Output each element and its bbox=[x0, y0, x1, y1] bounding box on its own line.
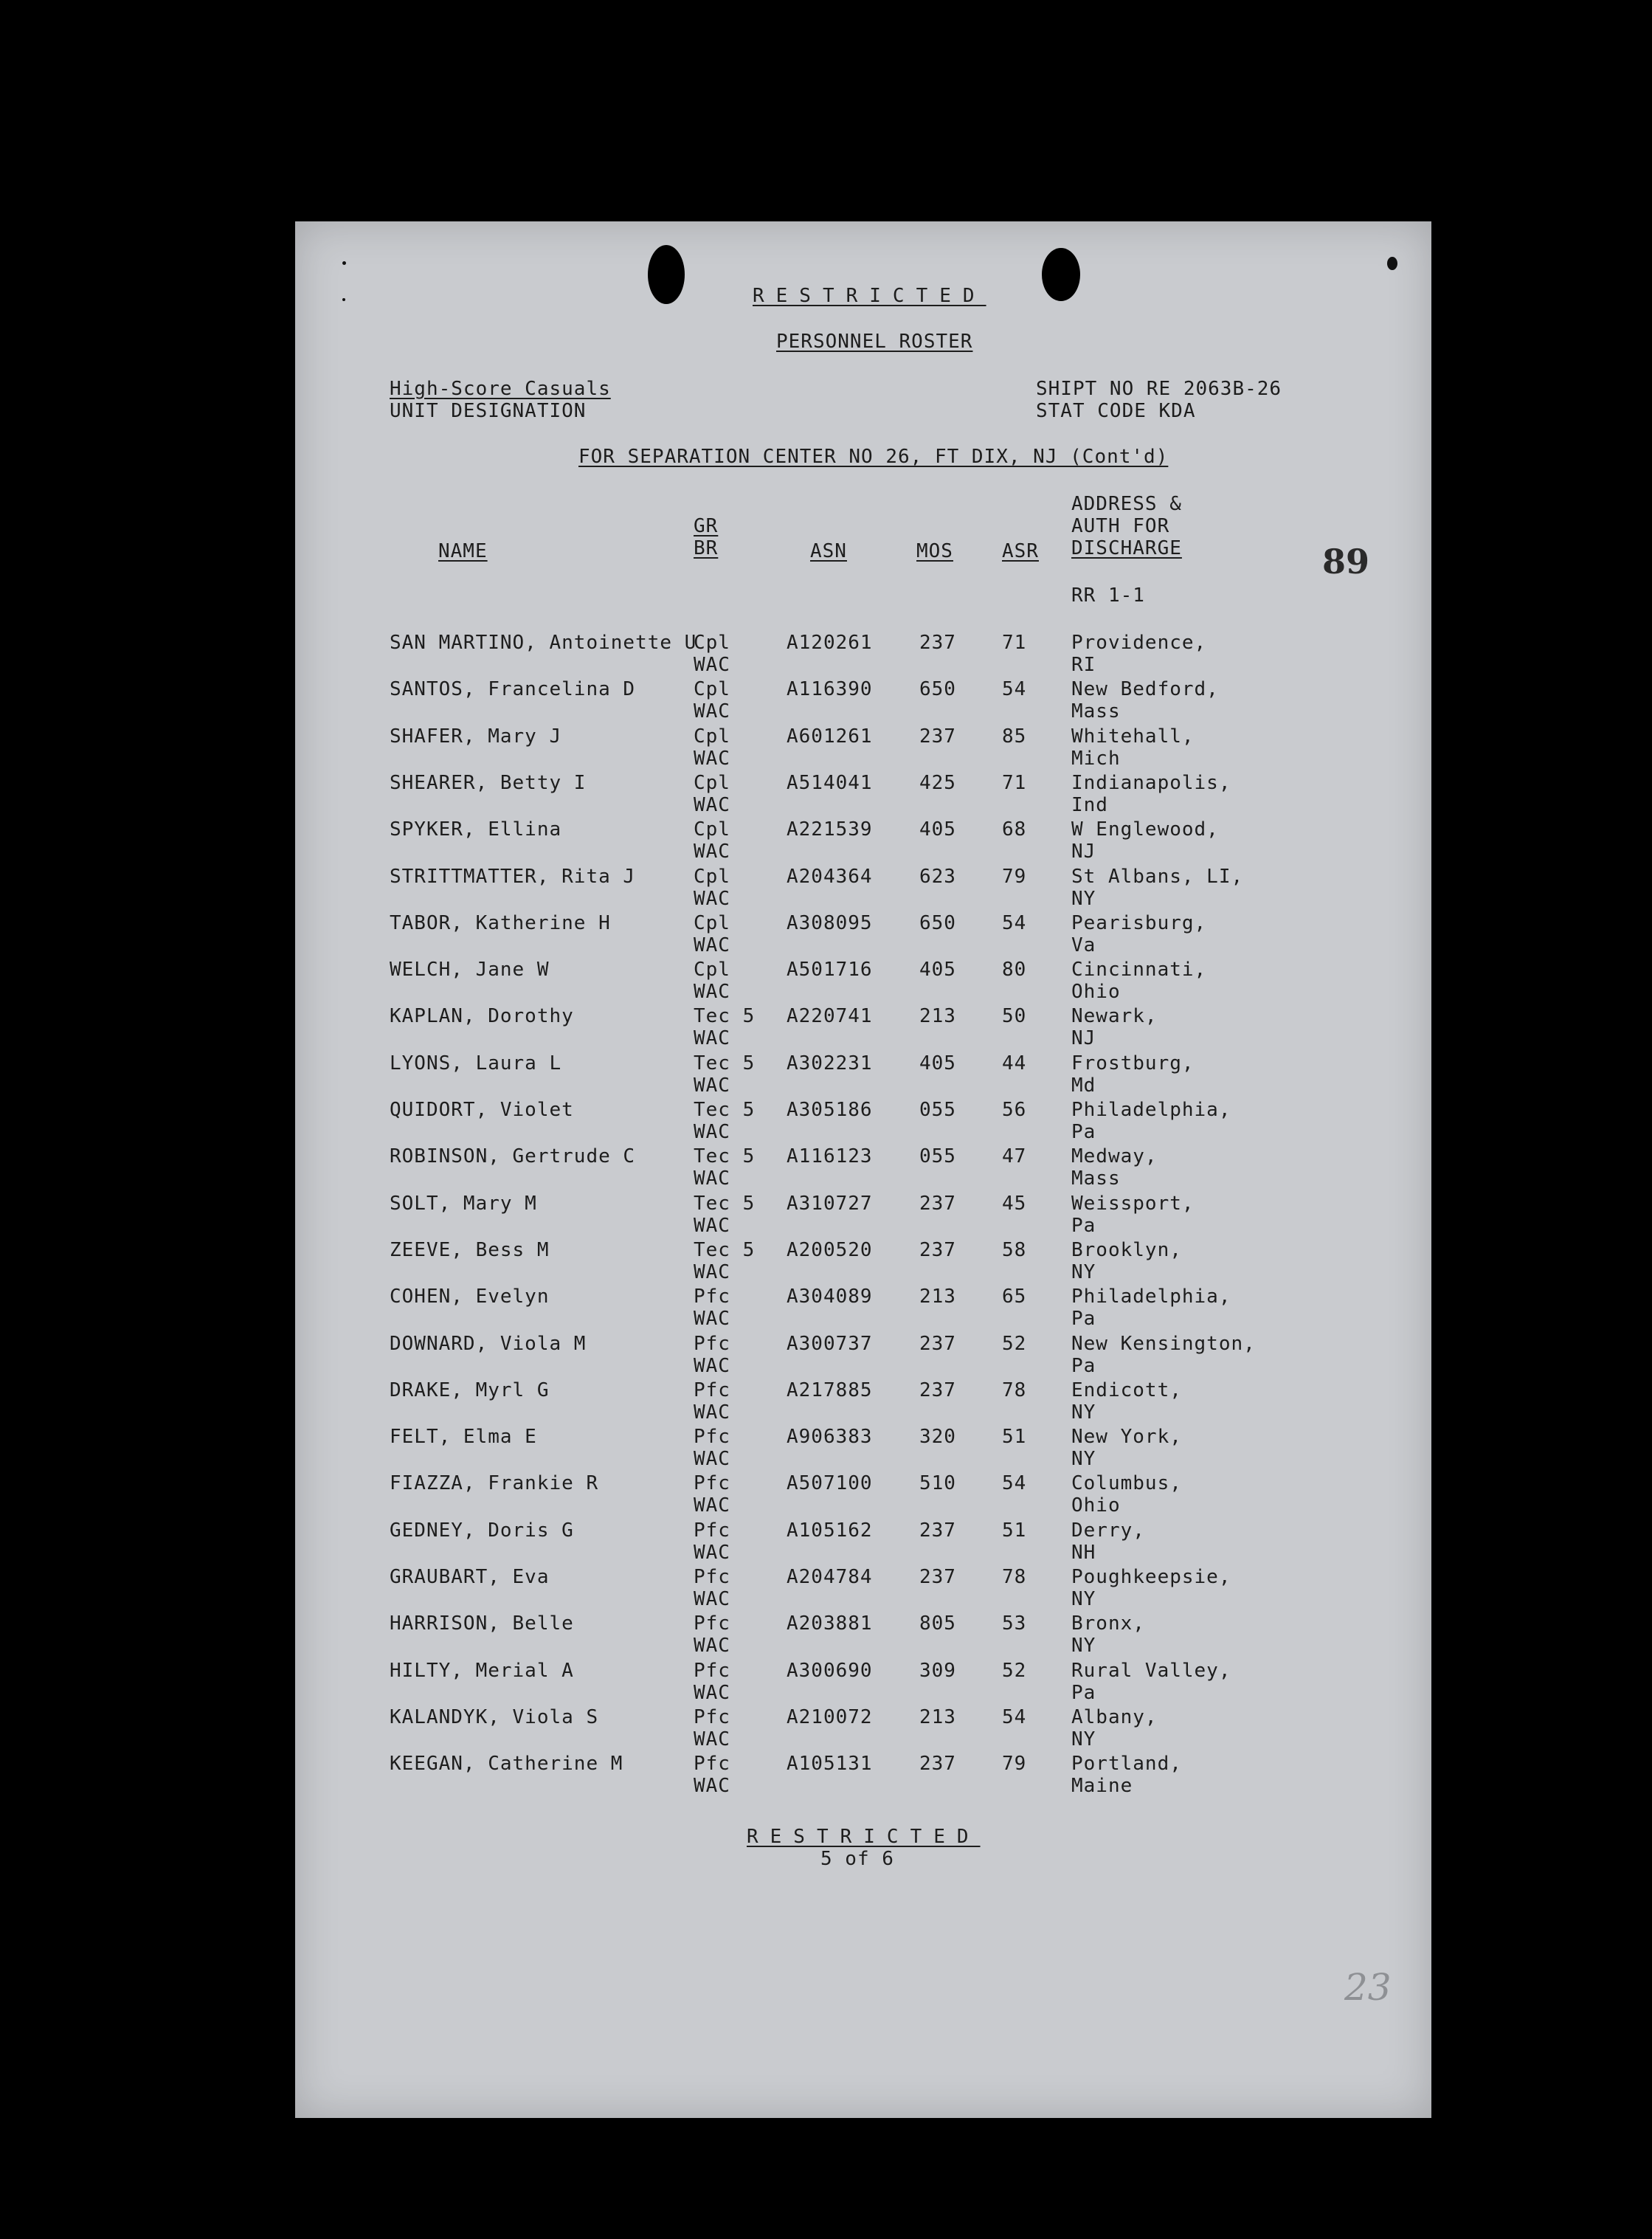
header-asr: ASR bbox=[1002, 540, 1039, 562]
row-asr: 44 bbox=[1002, 1052, 1027, 1074]
row-name: COHEN, Evelyn bbox=[390, 1286, 550, 1308]
header-br: BR bbox=[694, 537, 719, 559]
row-name: ROBINSON, Gertrude C bbox=[390, 1145, 636, 1168]
row-name: TABOR, Katherine H bbox=[390, 911, 611, 934]
row-branch: WAC bbox=[694, 841, 730, 863]
row-asr: 51 bbox=[1002, 1519, 1027, 1542]
row-city: Philadelphia, bbox=[1071, 1286, 1231, 1308]
row-grade: Cpl bbox=[694, 911, 730, 934]
table-row bbox=[295, 678, 1431, 725]
row-grade: Tec 5 bbox=[694, 1052, 756, 1074]
row-grade: Cpl bbox=[694, 632, 730, 654]
header-gr: GR bbox=[694, 515, 719, 537]
row-grade: Cpl bbox=[694, 725, 730, 748]
row-mos: 405 bbox=[919, 818, 956, 841]
unit-label: UNIT DESIGNATION bbox=[390, 400, 587, 422]
row-grade: Tec 5 bbox=[694, 1005, 756, 1028]
row-state: Md bbox=[1071, 1074, 1096, 1097]
row-asr: 68 bbox=[1002, 818, 1027, 841]
row-asr: 78 bbox=[1002, 1566, 1027, 1588]
row-branch: WAC bbox=[694, 1401, 730, 1424]
row-city: Albany, bbox=[1071, 1705, 1158, 1728]
row-branch: WAC bbox=[694, 1074, 730, 1097]
row-branch: WAC bbox=[694, 793, 730, 816]
row-city: Derry, bbox=[1071, 1519, 1145, 1542]
row-state: NY bbox=[1071, 1260, 1096, 1283]
row-asr: 47 bbox=[1002, 1145, 1027, 1168]
row-asn: A105131 bbox=[787, 1753, 873, 1776]
row-asn: A116123 bbox=[787, 1145, 873, 1168]
row-mos: 213 bbox=[919, 1705, 956, 1728]
row-city: Rural Valley, bbox=[1071, 1659, 1231, 1682]
row-asn: A300690 bbox=[787, 1659, 873, 1682]
row-city: Endicott, bbox=[1071, 1379, 1182, 1401]
table-row bbox=[295, 1753, 1431, 1800]
row-asr: 54 bbox=[1002, 1472, 1027, 1495]
row-branch: WAC bbox=[694, 1635, 730, 1657]
table-row bbox=[295, 1099, 1431, 1146]
row-branch: WAC bbox=[694, 1588, 730, 1610]
table-row bbox=[295, 1566, 1431, 1613]
table-row bbox=[295, 1239, 1431, 1286]
row-city: New Bedford, bbox=[1071, 678, 1219, 701]
classification-top: RESTRICTED bbox=[753, 285, 986, 307]
row-asn: A217885 bbox=[787, 1379, 873, 1401]
row-city: Bronx, bbox=[1071, 1612, 1145, 1635]
row-mos: 237 bbox=[919, 1519, 956, 1542]
header-address-2: AUTH FOR bbox=[1071, 515, 1170, 537]
row-state: NY bbox=[1071, 1448, 1096, 1471]
row-grade: Cpl bbox=[694, 865, 730, 888]
row-mos: 237 bbox=[919, 725, 956, 748]
row-name: WELCH, Jane W bbox=[390, 959, 550, 981]
destination-line: FOR SEPARATION CENTER NO 26, FT DIX, NJ (Cont'd) bbox=[578, 446, 1169, 468]
row-asn: A507100 bbox=[787, 1472, 873, 1495]
row-grade: Pfc bbox=[694, 1379, 730, 1401]
row-grade: Pfc bbox=[694, 1332, 730, 1355]
table-row bbox=[295, 1379, 1431, 1426]
row-state: Ohio bbox=[1071, 1494, 1121, 1517]
table-row bbox=[295, 1333, 1431, 1380]
row-state: Va bbox=[1071, 934, 1096, 956]
row-name: HILTY, Merial A bbox=[390, 1659, 574, 1682]
handwritten-page-number: 89 bbox=[1322, 542, 1370, 582]
header-authority: RR 1-1 bbox=[1071, 584, 1145, 607]
classification-bottom: RESTRICTED bbox=[747, 1826, 981, 1848]
row-branch: WAC bbox=[694, 747, 730, 770]
row-state: NY bbox=[1071, 887, 1096, 910]
row-city: Brooklyn, bbox=[1071, 1238, 1182, 1261]
row-asn: A203881 bbox=[787, 1612, 873, 1635]
row-grade: Pfc bbox=[694, 1286, 730, 1308]
row-asn: A221539 bbox=[787, 818, 873, 841]
row-mos: 320 bbox=[919, 1426, 956, 1449]
row-branch: WAC bbox=[694, 1121, 730, 1143]
row-mos: 805 bbox=[919, 1612, 956, 1635]
pencil-mark: 23 bbox=[1344, 1966, 1392, 2009]
row-mos: 237 bbox=[919, 1753, 956, 1776]
table-row bbox=[295, 1286, 1431, 1333]
row-grade: Cpl bbox=[694, 959, 730, 981]
table-row bbox=[295, 1005, 1431, 1052]
table-row bbox=[295, 1706, 1431, 1753]
row-mos: 425 bbox=[919, 771, 956, 794]
row-grade: Tec 5 bbox=[694, 1192, 756, 1215]
row-name: SAN MARTINO, Antoinette U bbox=[390, 632, 697, 654]
speck bbox=[342, 298, 345, 301]
row-asn: A220741 bbox=[787, 1005, 873, 1028]
row-city: New York, bbox=[1071, 1426, 1182, 1449]
row-asr: 45 bbox=[1002, 1192, 1027, 1215]
row-asn: A302231 bbox=[787, 1052, 873, 1074]
row-name: SHEARER, Betty I bbox=[390, 771, 587, 794]
header-address-3: DISCHARGE bbox=[1071, 537, 1182, 559]
table-row bbox=[295, 1426, 1431, 1473]
row-mos: 650 bbox=[919, 678, 956, 701]
row-mos: 237 bbox=[919, 1192, 956, 1215]
row-city: St Albans, LI, bbox=[1071, 865, 1244, 888]
row-name: SOLT, Mary M bbox=[390, 1192, 537, 1215]
row-asr: 58 bbox=[1002, 1238, 1027, 1261]
row-state: Pa bbox=[1071, 1214, 1096, 1237]
row-asn: A308095 bbox=[787, 911, 873, 934]
row-name: GEDNEY, Doris G bbox=[390, 1519, 574, 1542]
row-city: Indianapolis, bbox=[1071, 771, 1231, 794]
row-mos: 055 bbox=[919, 1099, 956, 1121]
row-grade: Tec 5 bbox=[694, 1238, 756, 1261]
row-branch: WAC bbox=[694, 1027, 730, 1050]
row-asr: 79 bbox=[1002, 865, 1027, 888]
table-row bbox=[295, 1660, 1431, 1707]
row-asr: 51 bbox=[1002, 1426, 1027, 1449]
header-address-1: ADDRESS & bbox=[1071, 493, 1182, 515]
row-asn: A210072 bbox=[787, 1705, 873, 1728]
row-asn: A514041 bbox=[787, 771, 873, 794]
row-branch: WAC bbox=[694, 1167, 730, 1190]
row-city: Frostburg, bbox=[1071, 1052, 1195, 1074]
row-grade: Pfc bbox=[694, 1705, 730, 1728]
binder-hole-left bbox=[648, 245, 685, 304]
row-branch: WAC bbox=[694, 1494, 730, 1517]
row-grade: Pfc bbox=[694, 1753, 730, 1776]
row-branch: WAC bbox=[694, 654, 730, 676]
row-name: DRAKE, Myrl G bbox=[390, 1379, 550, 1401]
row-city: W Englewood, bbox=[1071, 818, 1219, 841]
table-row bbox=[295, 866, 1431, 913]
row-city: Portland, bbox=[1071, 1753, 1182, 1776]
row-asn: A300737 bbox=[787, 1332, 873, 1355]
row-asr: 80 bbox=[1002, 959, 1027, 981]
table-row bbox=[295, 772, 1431, 819]
table-row bbox=[295, 818, 1431, 866]
row-branch: WAC bbox=[694, 1541, 730, 1564]
stat-code: STAT CODE KDA bbox=[1036, 400, 1196, 422]
row-asr: 85 bbox=[1002, 725, 1027, 748]
page-of: 5 of 6 bbox=[820, 1848, 894, 1870]
row-state: Pa bbox=[1071, 1354, 1096, 1377]
row-mos: 623 bbox=[919, 865, 956, 888]
row-mos: 510 bbox=[919, 1472, 956, 1495]
row-grade: Tec 5 bbox=[694, 1145, 756, 1168]
row-name: SHAFER, Mary J bbox=[390, 725, 562, 748]
row-city: Pearisburg, bbox=[1071, 911, 1207, 934]
row-name: LYONS, Laura L bbox=[390, 1052, 562, 1074]
table-row bbox=[295, 912, 1431, 959]
row-asn: A200520 bbox=[787, 1238, 873, 1261]
row-grade: Cpl bbox=[694, 818, 730, 841]
row-mos: 055 bbox=[919, 1145, 956, 1168]
row-mos: 237 bbox=[919, 1238, 956, 1261]
roster-title: PERSONNEL ROSTER bbox=[776, 331, 973, 353]
row-asr: 79 bbox=[1002, 1753, 1027, 1776]
binder-hole-right bbox=[1042, 248, 1080, 301]
row-mos: 405 bbox=[919, 959, 956, 981]
row-grade: Pfc bbox=[694, 1612, 730, 1635]
row-mos: 237 bbox=[919, 1379, 956, 1401]
row-state: Ind bbox=[1071, 793, 1108, 816]
row-city: Weissport, bbox=[1071, 1192, 1195, 1215]
row-asr: 56 bbox=[1002, 1099, 1027, 1121]
row-mos: 213 bbox=[919, 1005, 956, 1028]
row-state: NY bbox=[1071, 1401, 1096, 1424]
row-asn: A310727 bbox=[787, 1192, 873, 1215]
row-city: Whitehall, bbox=[1071, 725, 1195, 748]
row-branch: WAC bbox=[694, 1260, 730, 1283]
row-asr: 78 bbox=[1002, 1379, 1027, 1401]
row-state: Pa bbox=[1071, 1681, 1096, 1704]
row-name: FELT, Elma E bbox=[390, 1426, 537, 1449]
row-asr: 54 bbox=[1002, 911, 1027, 934]
row-branch: WAC bbox=[694, 1681, 730, 1704]
table-row bbox=[295, 1472, 1431, 1519]
row-asr: 65 bbox=[1002, 1286, 1027, 1308]
row-asr: 54 bbox=[1002, 678, 1027, 701]
row-branch: WAC bbox=[694, 981, 730, 1004]
row-state: Pa bbox=[1071, 1308, 1096, 1331]
row-branch: WAC bbox=[694, 1775, 730, 1798]
row-asn: A906383 bbox=[787, 1426, 873, 1449]
table-row bbox=[295, 1052, 1431, 1100]
row-mos: 650 bbox=[919, 911, 956, 934]
row-name: SANTOS, Francelina D bbox=[390, 678, 636, 701]
row-name: KAPLAN, Dorothy bbox=[390, 1005, 574, 1028]
table-row bbox=[295, 725, 1431, 773]
row-city: Providence, bbox=[1071, 632, 1207, 654]
row-city: Cincinnati, bbox=[1071, 959, 1207, 981]
table-row bbox=[295, 1612, 1431, 1660]
row-grade: Tec 5 bbox=[694, 1099, 756, 1121]
row-asn: A116390 bbox=[787, 678, 873, 701]
row-asn: A501716 bbox=[787, 959, 873, 981]
row-asn: A601261 bbox=[787, 725, 873, 748]
unit-name: High-Score Casuals bbox=[390, 378, 611, 400]
row-mos: 237 bbox=[919, 1332, 956, 1355]
row-grade: Pfc bbox=[694, 1472, 730, 1495]
row-mos: 237 bbox=[919, 632, 956, 654]
row-city: Medway, bbox=[1071, 1145, 1158, 1168]
row-asr: 53 bbox=[1002, 1612, 1027, 1635]
row-state: Mass bbox=[1071, 1167, 1121, 1190]
roster-sheet bbox=[295, 221, 1431, 2118]
table-row bbox=[295, 632, 1431, 679]
row-grade: Cpl bbox=[694, 771, 730, 794]
row-city: New Kensington, bbox=[1071, 1332, 1256, 1355]
row-mos: 309 bbox=[919, 1659, 956, 1682]
row-asn: A120261 bbox=[787, 632, 873, 654]
row-branch: WAC bbox=[694, 1448, 730, 1471]
row-name: HARRISON, Belle bbox=[390, 1612, 574, 1635]
row-branch: WAC bbox=[694, 1214, 730, 1237]
row-name: DOWNARD, Viola M bbox=[390, 1332, 587, 1355]
row-grade: Cpl bbox=[694, 678, 730, 701]
row-city: Columbus, bbox=[1071, 1472, 1182, 1495]
row-name: ZEEVE, Bess M bbox=[390, 1238, 550, 1261]
row-asn: A204364 bbox=[787, 865, 873, 888]
row-asr: 50 bbox=[1002, 1005, 1027, 1028]
row-asr: 71 bbox=[1002, 632, 1027, 654]
row-grade: Pfc bbox=[694, 1566, 730, 1588]
row-state: Mich bbox=[1071, 747, 1121, 770]
speck bbox=[342, 261, 346, 265]
row-state: Ohio bbox=[1071, 981, 1121, 1004]
row-asr: 52 bbox=[1002, 1332, 1027, 1355]
row-asn: A105162 bbox=[787, 1519, 873, 1542]
row-branch: WAC bbox=[694, 1354, 730, 1377]
row-state: NY bbox=[1071, 1635, 1096, 1657]
row-asn: A304089 bbox=[787, 1286, 873, 1308]
row-name: SPYKER, Ellina bbox=[390, 818, 562, 841]
row-asr: 54 bbox=[1002, 1705, 1027, 1728]
row-mos: 213 bbox=[919, 1286, 956, 1308]
row-branch: WAC bbox=[694, 934, 730, 956]
row-branch: WAC bbox=[694, 887, 730, 910]
row-branch: WAC bbox=[694, 700, 730, 723]
row-state: NJ bbox=[1071, 1027, 1096, 1050]
row-state: Pa bbox=[1071, 1121, 1096, 1143]
row-name: KEEGAN, Catherine M bbox=[390, 1753, 623, 1776]
row-state: Maine bbox=[1071, 1775, 1133, 1798]
row-city: Philadelphia, bbox=[1071, 1099, 1231, 1121]
row-mos: 237 bbox=[919, 1566, 956, 1588]
header-name: NAME bbox=[438, 540, 488, 562]
row-grade: Pfc bbox=[694, 1426, 730, 1449]
row-state: RI bbox=[1071, 654, 1096, 676]
row-state: NJ bbox=[1071, 841, 1096, 863]
row-state: NH bbox=[1071, 1541, 1096, 1564]
row-state: NY bbox=[1071, 1588, 1096, 1610]
row-asr: 71 bbox=[1002, 771, 1027, 794]
row-name: GRAUBART, Eva bbox=[390, 1566, 550, 1588]
row-grade: Pfc bbox=[694, 1659, 730, 1682]
speck bbox=[1387, 257, 1397, 270]
row-asn: A204784 bbox=[787, 1566, 873, 1588]
row-mos: 405 bbox=[919, 1052, 956, 1074]
row-name: FIAZZA, Frankie R bbox=[390, 1472, 599, 1495]
table-row bbox=[295, 1193, 1431, 1240]
table-row bbox=[295, 1145, 1431, 1193]
row-branch: WAC bbox=[694, 1728, 730, 1750]
row-name: STRITTMATTER, Rita J bbox=[390, 865, 636, 888]
row-city: Newark, bbox=[1071, 1005, 1158, 1028]
header-mos: MOS bbox=[916, 540, 953, 562]
row-asr: 52 bbox=[1002, 1659, 1027, 1682]
row-name: KALANDYK, Viola S bbox=[390, 1705, 599, 1728]
shipment-number: SHIPT NO RE 2063B-26 bbox=[1036, 378, 1282, 400]
row-grade: Pfc bbox=[694, 1519, 730, 1542]
row-name: QUIDORT, Violet bbox=[390, 1099, 574, 1121]
row-branch: WAC bbox=[694, 1308, 730, 1331]
table-row bbox=[295, 959, 1431, 1006]
row-asn: A305186 bbox=[787, 1099, 873, 1121]
table-row bbox=[295, 1519, 1431, 1567]
row-state: Mass bbox=[1071, 700, 1121, 723]
header-asn: ASN bbox=[810, 540, 847, 562]
row-city: Poughkeepsie, bbox=[1071, 1566, 1231, 1588]
row-state: NY bbox=[1071, 1728, 1096, 1750]
